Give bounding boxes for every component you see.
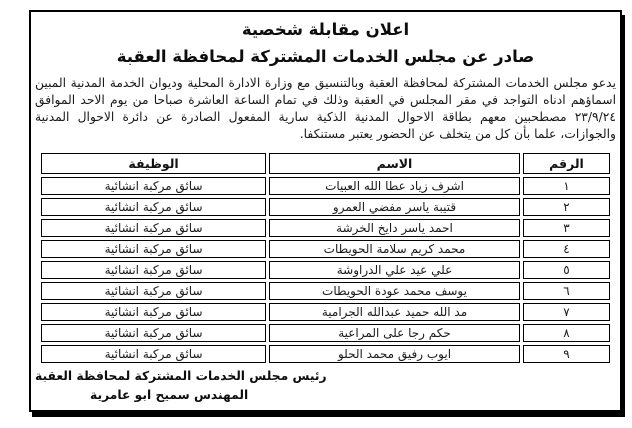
column-header-job: الوظيفة (41, 153, 266, 174)
signature-title: رئيس مجلس الخدمات المشتركة لمحافظة العقبة (35, 369, 327, 383)
row-number-cell: ٤ (523, 240, 610, 258)
row-name-cell: اشرف زياد عطا الله العبيات (269, 177, 520, 195)
row-job-cell: سائق مركبة انشائية (41, 282, 266, 300)
table-row (41, 303, 610, 321)
applicants-table (38, 150, 613, 366)
row-name-cell: يوسف محمد عودة الحويطات (269, 282, 520, 300)
row-job-cell: سائق مركبة انشائية (41, 345, 266, 363)
row-number-cell: ٧ (523, 303, 610, 321)
applicants-table-body (41, 177, 610, 363)
row-number-cell: ٢ (523, 198, 610, 216)
row-job-cell: سائق مركبة انشائية (41, 240, 266, 258)
table-row (41, 345, 610, 363)
table-row (41, 261, 610, 279)
row-job-cell: سائق مركبة انشائية (41, 261, 266, 279)
table-row (41, 198, 610, 216)
table-row (41, 282, 610, 300)
column-header-number: الرقم (523, 153, 610, 174)
table-row (41, 219, 610, 237)
table-row (41, 177, 610, 195)
row-name-cell: علي عيد علي الدراوشة (269, 261, 520, 279)
row-job-cell: سائق مركبة انشائية (41, 219, 266, 237)
table-row (41, 324, 610, 342)
row-job-cell: سائق مركبة انشائية (41, 324, 266, 342)
signature-name: المهندس سميح ابو عامرية (90, 388, 249, 402)
row-name-cell: حكم رجا على المراعية (269, 324, 520, 342)
row-number-cell: ٥ (523, 261, 610, 279)
row-name-cell: ايوب رفيق محمد الحلو (269, 345, 520, 363)
row-job-cell: سائق مركبة انشائية (41, 303, 266, 321)
applicants-table-header (41, 153, 610, 174)
announcement-title: اعلان مقابلة شخصية (241, 20, 410, 39)
announcement-body-paragraph: يدعو مجلس الخدمات المشتركة لمحافظة العقبة وبالتنسيق مع وزارة الادارة المحلية وديوان الخدمة المدنية المبين اسماؤهم ادناه التواجد في مقر المجلس في العقبة وذلك في تمام الساعة العاشرة صباحا من يوم الاحد الموافق ٢٣/٩/٢٤ مصطحبين معهم بطاقة الاحوال المدنية الذكية سارية المفعول الصادرة عن دائرة الاحوال المدنية والجوازات، علما بأن كل من يتخلف عن الحضور يعتبر مستنكفا. (35, 76, 616, 141)
column-header-name: الاسم (269, 153, 520, 174)
row-number-cell: ٨ (523, 324, 610, 342)
table-row (41, 240, 610, 258)
row-name-cell: قتيبة ياسر مفضي العمرو (269, 198, 520, 216)
row-number-cell: ٦ (523, 282, 610, 300)
row-number-cell: ٣ (523, 219, 610, 237)
row-name-cell: مد الله حميد عبدالله الجرامية (269, 303, 520, 321)
row-job-cell: سائق مركبة انشائية (41, 198, 266, 216)
announcement-subtitle: صادر عن مجلس الخدمات المشتركة لمحافظة العقبة (116, 47, 535, 66)
signature-block (35, 368, 616, 404)
header-row (41, 153, 610, 174)
row-number-cell: ١ (523, 177, 610, 195)
row-name-cell: محمد كريم سلامة الحويطات (269, 240, 520, 258)
row-number-cell: ٩ (523, 345, 610, 363)
announcement-document (29, 10, 622, 412)
row-job-cell: سائق مركبة انشائية (41, 177, 266, 195)
row-name-cell: احمد ياسر دايخ الخرشة (269, 219, 520, 237)
